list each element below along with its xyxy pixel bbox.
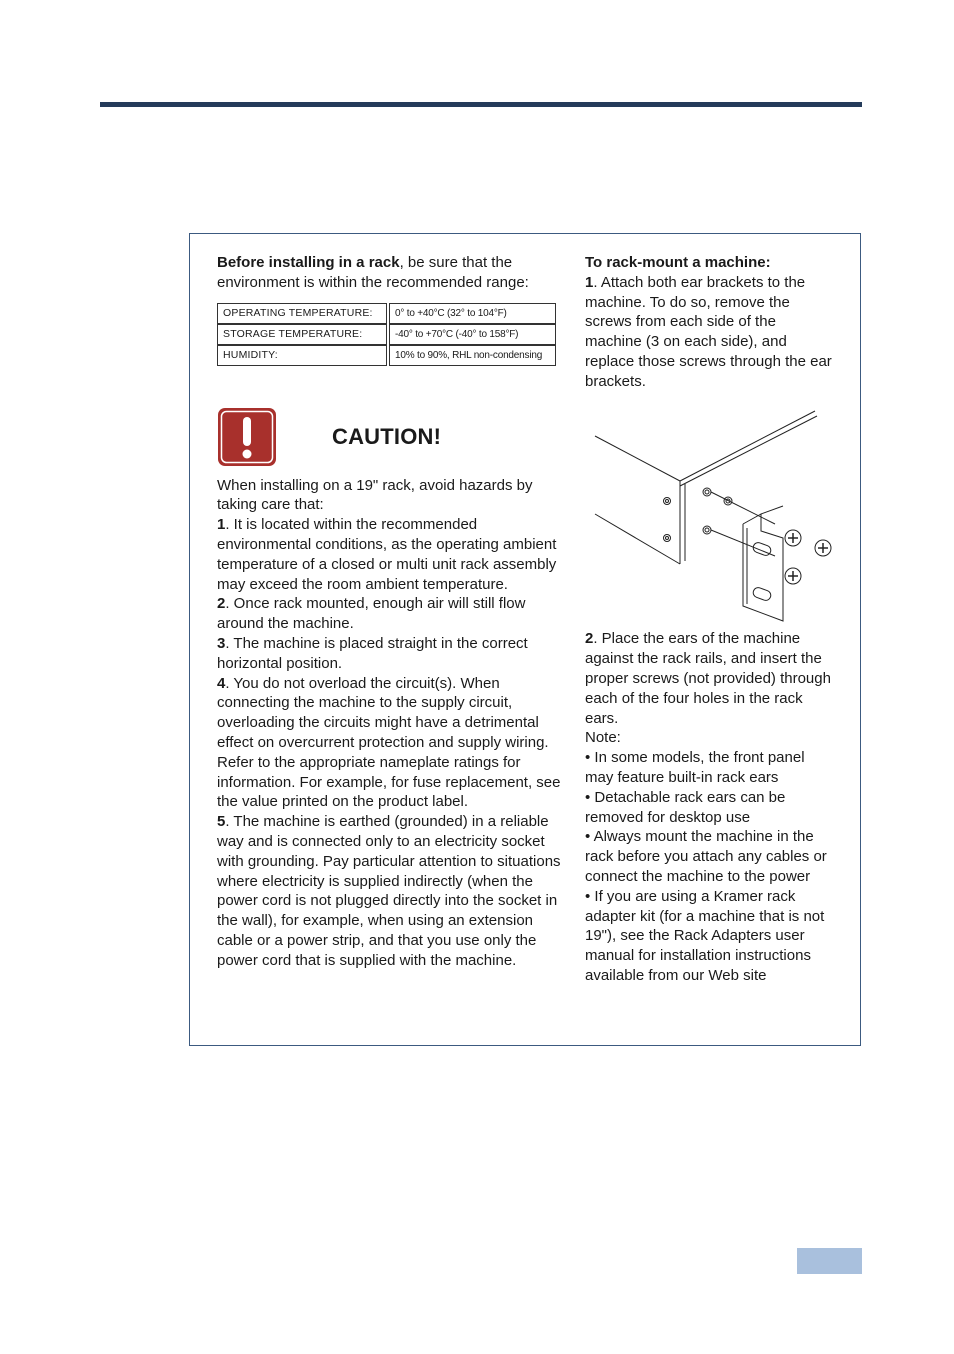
page-tab: [797, 1248, 862, 1274]
rack-ear-illustration: [585, 406, 835, 624]
caution-title: CAUTION!: [332, 423, 442, 449]
exclamation-icon: [217, 407, 277, 467]
step-number: 1: [585, 273, 594, 291]
step-2: [585, 629, 835, 728]
list-item: [217, 634, 569, 674]
list-item: • In some models, the front panel may feature built-in rack ears: [585, 749, 805, 786]
env-intro: [217, 253, 569, 293]
note-label: Note:: [585, 729, 621, 747]
table-row: [217, 303, 556, 324]
env-intro-rest: , be sure that the environment is within the recommended range:: [217, 254, 529, 291]
item-number: 4: [217, 674, 226, 692]
heading-text: To rack-mount a machine:: [585, 254, 771, 271]
table-row: [217, 324, 556, 345]
left-column: [217, 253, 569, 971]
list-item: [217, 674, 569, 813]
step-text: . Place the ears of the machine against the rack rails, and insert the proper screws (not provided) through each of the four holes in the rack ears.: [585, 630, 831, 727]
list-item: • Always mount the machine in the rack before you attach any cables or connect the machine to the power: [585, 828, 827, 885]
list-item: [217, 594, 569, 634]
env-key: HUMIDITY:: [217, 345, 387, 366]
list-item: [217, 515, 569, 594]
caution-intro: When installing on a 19" rack, avoid hazards by taking care that:: [217, 476, 533, 514]
step-number: 2: [585, 630, 594, 648]
rack-mount-heading: [585, 253, 835, 273]
list-item: • If you are using a Kramer rack adapter kit (for a machine that is not 19"), see the Rack Adapters user manual for installation instructions available from our Web site: [585, 887, 825, 984]
right-column: [585, 253, 835, 986]
env-value: 0° to +40°C (32° to 104°F): [389, 303, 556, 324]
list-item: • Detachable rack ears can be removed for desktop use: [585, 788, 786, 826]
step-1: [585, 273, 835, 392]
item-text: . It is located within the recommended environmental conditions, as the operating ambient temperature of a closed or multi unit rack assembly may exceed the room ambient temperature.: [217, 516, 557, 593]
item-number: 5: [217, 813, 226, 831]
env-key: STORAGE TEMPERATURE:: [217, 324, 387, 345]
list-item: [217, 812, 569, 970]
item-number: 2: [217, 595, 226, 613]
item-text: . The machine is placed straight in the correct horizontal position.: [217, 634, 528, 672]
env-intro-bold: Before installing in a rack: [217, 254, 400, 271]
caution-header: [217, 406, 569, 468]
item-number: 1: [217, 516, 226, 534]
table-row: [217, 345, 556, 366]
item-number: 3: [217, 634, 226, 652]
env-key: OPERATING TEMPERATURE:: [217, 303, 387, 324]
step-text: . Attach both ear brackets to the machine. To do so, remove the screws from each side of the machine (3 on each side), and replace those screws through the ear brackets.: [585, 273, 832, 390]
header-rule: [100, 102, 862, 107]
item-text: . Once rack mounted, enough air will still flow around the machine.: [217, 595, 526, 633]
item-text: . The machine is earthed (grounded) in a reliable way and is connected only to an electricity socket with grounding. Pay particular attention to situations where electricity is supplied indirectly (when the power cord is not plugged directly into the socket in the wall), for example, when using an extension cable or a power strip, and that you use only the power cord that is supplied with the machine.: [217, 813, 561, 969]
item-text: . You do not overload the circuit(s). When connecting the machine to the supply circuit, overloading the circuits might have a detrimental effect on overcurrent protection and supply wiring. Refer to the appropriate nameplate ratings for information. For example, for fuse replacement, see the value printed on the product label.: [217, 674, 561, 811]
env-value: -40° to +70°C (-40° to 158°F): [389, 324, 556, 345]
env-value: 10% to 90%, RHL non-condensing: [389, 345, 556, 366]
environment-table: [217, 303, 556, 366]
